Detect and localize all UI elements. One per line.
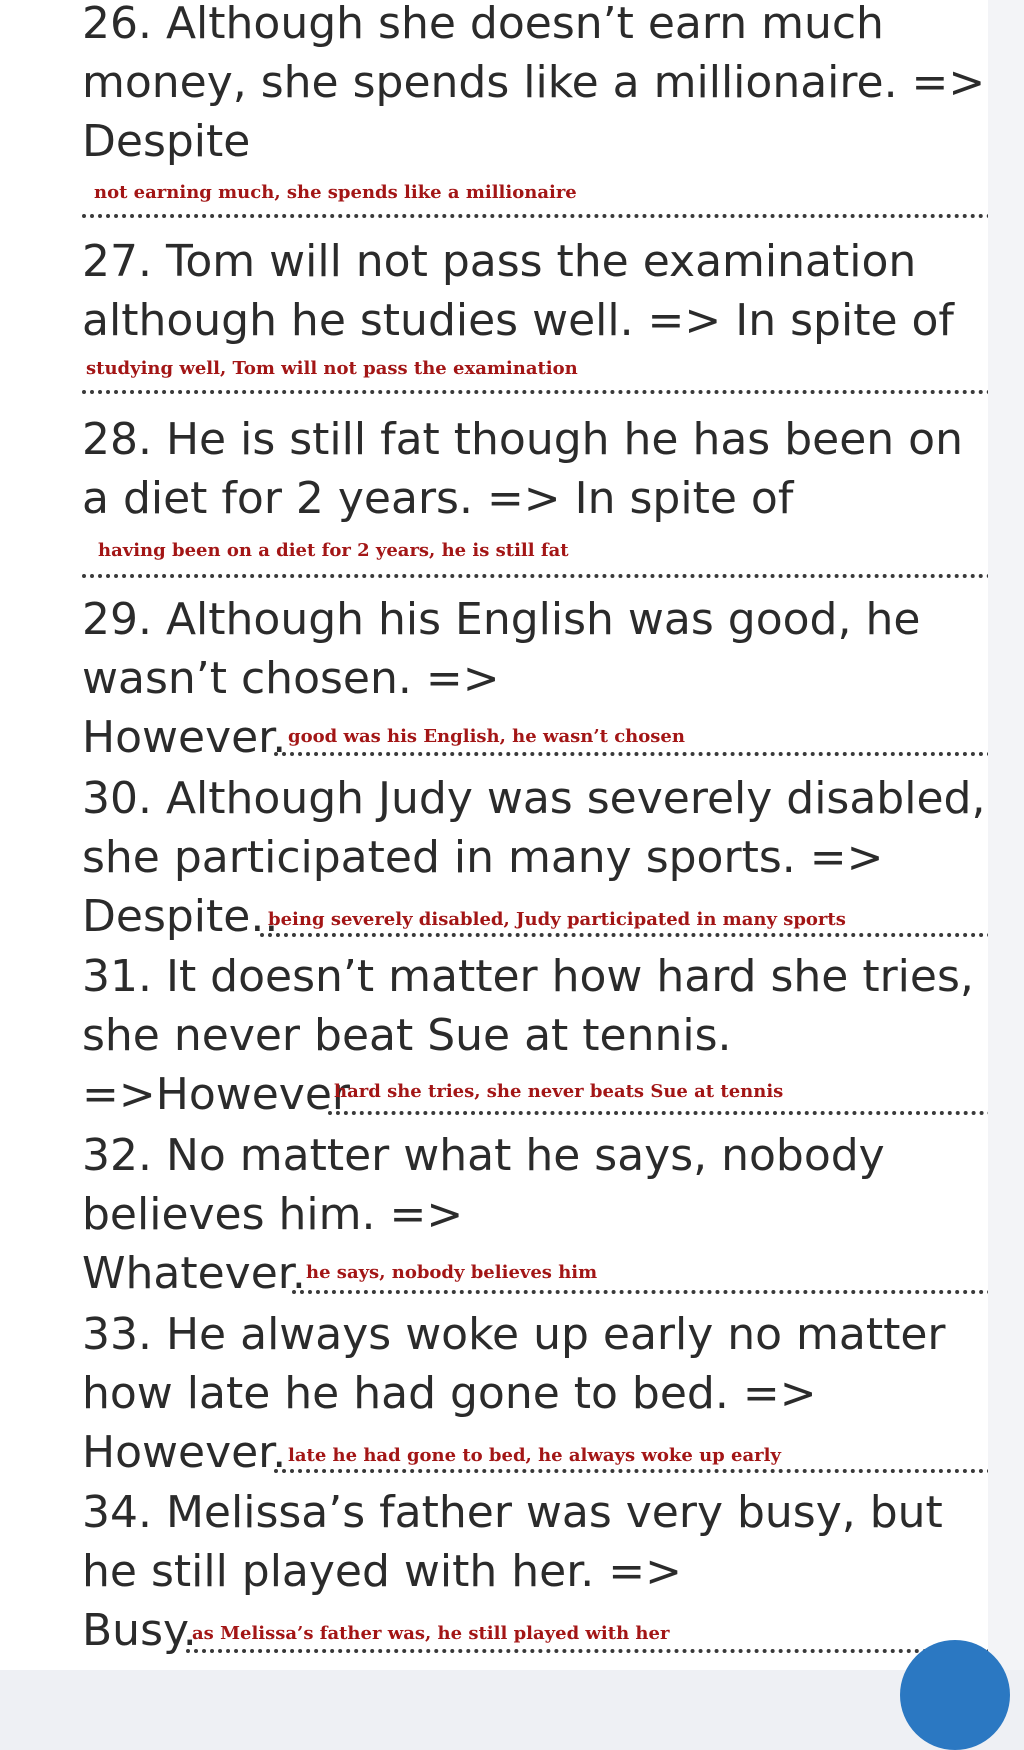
answer-prefix: However.: [82, 1427, 287, 1478]
question-line: she participated in many sports. =>: [82, 832, 884, 883]
answer-dotted-line: [274, 752, 1024, 756]
prefix-line: [82, 1427, 286, 1479]
answer-dotted-line: [186, 1649, 1024, 1653]
question-line: a diet for 2 years. => In spite of: [82, 473, 794, 524]
answer-text: not earning much, she spends like a millionaire: [94, 182, 577, 203]
question-line: wasn’t chosen. =>: [82, 653, 500, 704]
answer-dotted-line: [328, 1111, 1024, 1115]
question-line: 32. No matter what he says, nobody: [82, 1130, 885, 1181]
answer-text: studying well, Tom will not pass the examination: [86, 358, 578, 379]
right-margin-strip: [988, 0, 1024, 1670]
question-line: 34. Melissa’s father was very busy, but: [82, 1487, 943, 1538]
answer-prefix: However.: [82, 712, 287, 763]
question-line: believes him. =>: [82, 1189, 464, 1240]
question-line: 31. It doesn’t matter how hard she tries,: [82, 951, 974, 1002]
question-line: 26. Although she doesn’t earn much: [82, 0, 884, 49]
prefix-line: [82, 712, 286, 764]
answer-dotted-line: [292, 1290, 1024, 1294]
answer-dotted-line: [82, 214, 1024, 218]
answer-text: he says, nobody believes him: [306, 1262, 598, 1283]
answer-text: being severely disabled, Judy participated in many sports: [268, 909, 846, 930]
question-line: 27. Tom will not pass the examination: [82, 236, 917, 287]
answer-prefix: Busy.: [82, 1605, 197, 1656]
prefix-line: [82, 1069, 350, 1121]
question-line: 29. Although his English was good, he: [82, 594, 921, 645]
prefix-line: [82, 1605, 197, 1657]
question-line: she never beat Sue at tennis.: [82, 1010, 732, 1061]
answer-text: hard she tries, she never beats Sue at tennis: [334, 1081, 784, 1102]
answer-text: having been on a diet for 2 years, he is still fat: [98, 540, 569, 561]
answer-text: good was his English, he wasn’t chosen: [288, 726, 685, 747]
question-line: Despite: [82, 116, 251, 167]
question-line: 33. He always woke up early no matter: [82, 1309, 946, 1360]
floating-action-button[interactable]: [900, 1640, 1010, 1750]
answer-dotted-line: [82, 390, 1024, 394]
answer-dotted-line: [274, 1469, 1024, 1473]
answer-prefix: =>However: [82, 1069, 350, 1120]
question-line: 30. Although Judy was severely disabled,: [82, 773, 986, 824]
answer-text: as Melissa’s father was, he still played with her: [192, 1623, 670, 1644]
question-line: how late he had gone to bed. =>: [82, 1368, 817, 1419]
question-line: money, she spends like a millionaire. =>: [82, 57, 986, 108]
question-line: although he studies well. => In spite of: [82, 295, 954, 346]
answer-dotted-line: [82, 574, 1024, 578]
answer-prefix: Whatever.: [82, 1248, 306, 1299]
answer-dotted-line: [260, 933, 1024, 937]
prefix-line: [82, 891, 278, 943]
prefix-line: [82, 1248, 306, 1300]
question-line: he still played with her. =>: [82, 1546, 682, 1597]
answer-prefix: Despite..: [82, 891, 279, 942]
answer-text: late he had gone to bed, he always woke up early: [288, 1445, 781, 1466]
question-line: 28. He is still fat though he has been on: [82, 414, 963, 465]
